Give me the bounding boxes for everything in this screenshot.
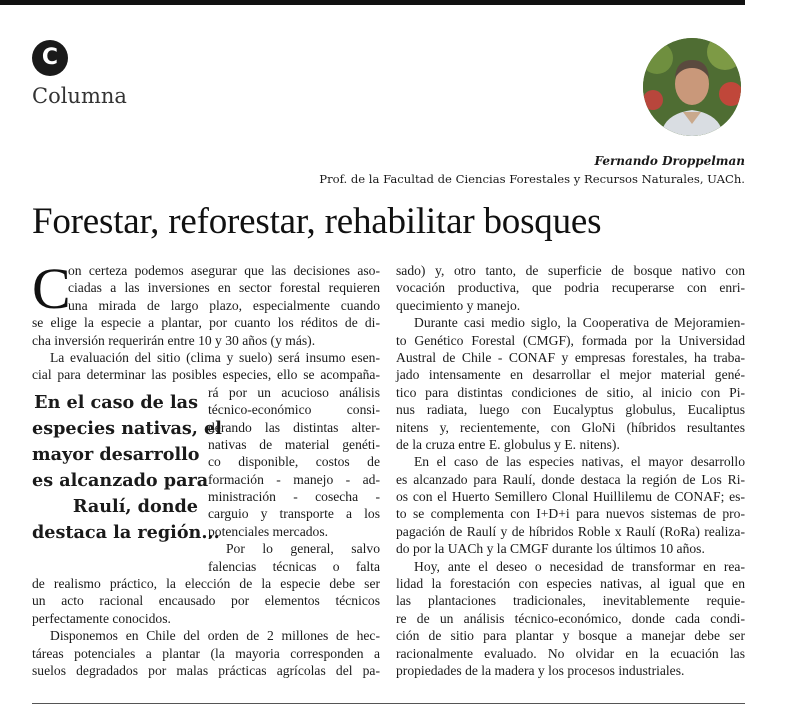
text-line: es alcanzado para Raulí, donde destaca la región de Los Ri-	[396, 471, 745, 487]
pull-quote-line: es alcanzado para	[32, 469, 209, 491]
left-column	[32, 256, 380, 679]
text-line: racionalmente evaluado. No olvidar en la ecuación las	[396, 645, 745, 661]
text-line: sado) y, otro tanto, de superficie de bosque nativo con	[396, 263, 745, 278]
text-line: to se complementa con I+D+i para nuevos sistemas de pro-	[396, 506, 745, 522]
text-line: lidad la forestación con especies nativas, al igual que en	[396, 576, 745, 592]
text-line: táreas potenciales a plantar (la mayoria corresponden a	[32, 645, 380, 661]
narrow-text	[208, 384, 380, 575]
text-line: ción de sitio para plantar y bosque a manejar debe ser	[396, 628, 745, 644]
text-line: La evaluación del sitio (clima y suelo) será insumo esen-	[50, 349, 380, 365]
opening-paragraph	[32, 256, 380, 321]
text-line: falencias técnicas o falta	[208, 558, 380, 574]
pull-quote-line: En el caso de las	[34, 391, 198, 413]
pull-quote-line: especies nativas, el	[32, 417, 222, 439]
text-line: ciadas a las inversiones en sector forestal requieren	[68, 280, 380, 296]
text-line: de la cruza entre E. globulus y E. nitens).	[396, 436, 620, 452]
text-line: on certeza podemos asegurar que las decisiones aso-	[68, 263, 380, 278]
drop-cap: C	[32, 256, 71, 321]
pull-quote	[32, 384, 222, 575]
text-line: formación - manejo - ad-	[208, 471, 380, 487]
bottom-rule	[32, 703, 745, 704]
text-line: os con el Huerto Semillero Clonal Huillilemu de CONAF; es-	[396, 489, 745, 505]
text-line: suelos degradados por malas prácticas agrícolas del pa-	[32, 662, 380, 678]
text-line: nativas de material genéti-	[208, 436, 380, 452]
text-line: cha inversión requerirán entre 10 y 30 años (y más).	[32, 332, 316, 348]
text-line: derando las distintas alter-	[208, 419, 380, 435]
pull-quote-line: mayor desarrollo	[32, 443, 200, 465]
top-rule	[0, 0, 745, 5]
text-line: En el caso de las especies nativas, el mayor desarrollo	[414, 454, 745, 470]
text-line: Por lo general, salvo	[226, 541, 380, 557]
author-role: Prof. de la Facultad de Ciencias Forestales y Recursos Naturales, UACh.	[319, 172, 745, 186]
right-column	[396, 262, 745, 679]
text-line: un acto racional encausado por elementos técnicos	[32, 593, 380, 609]
section-label: Columna	[32, 84, 127, 108]
text-line: quecimiento y manejo.	[396, 297, 521, 313]
text-line: rá por un acucioso análisis	[208, 384, 380, 400]
text-line: jado intensamente en desarrollar el mejor material gené-	[396, 367, 745, 383]
text-line: nitens y, recientemente, con GloNi (híbridos resultantes	[396, 419, 745, 435]
text-line: cial para determinar las posibles especies, ello se acompaña-	[32, 367, 380, 383]
text-line: co disponible, costos de	[208, 454, 380, 470]
text-line: ministración - cosecha -	[208, 489, 380, 505]
text-line: Austral de Chile - CONAF y empresas forestales, ha traba-	[396, 349, 745, 365]
text-line: nus radiata, luego con Eucalyptus globulus, Eucaliptus	[396, 402, 745, 418]
pull-quote-line: Raulí, donde	[72, 495, 198, 517]
text-line: Disponemos en Chile del orden de 2 millones de hec-	[50, 628, 380, 644]
text-line: las plantaciones tradicionales, inevitablemente requie-	[396, 593, 745, 609]
author-name: Fernando Droppelman	[594, 154, 745, 168]
text-line: carguio y transporte a los	[208, 506, 380, 522]
text-line: una mirada de largo plazo, especialmente cuando	[68, 297, 380, 313]
text-line: técnico-económico consi-	[208, 402, 380, 418]
text-line: vocación productiva, que podria recuperarse con enri-	[396, 280, 745, 296]
text-line: Hoy, ante el deseo o necesidad de transformar en rea-	[414, 558, 745, 574]
text-line: se elige la especie a plantar, por cuanto los réditos de di-	[32, 315, 380, 331]
pullquote-block	[32, 384, 380, 575]
author-photo	[643, 38, 741, 136]
headline: Forestar, reforestar, rehabilitar bosques	[32, 201, 602, 242]
text-line: re de un análisis técnico-económico, donde cada condi-	[396, 610, 745, 626]
text-line: to Genético Forestal (CMGF), formada por la Universidad	[396, 332, 745, 348]
text-line: Durante casi medio siglo, la Cooperativa de Mejoramien-	[414, 315, 745, 331]
text-line: propiedades de la madera y los procesos industriales.	[396, 662, 685, 678]
text-line: de realismo práctico, la elección de la especie debe ser	[32, 576, 380, 592]
text-line: do por la UACh y la CMGF durante los últimos 10 años.	[396, 541, 705, 557]
pull-quote-line: destaca la región...	[32, 521, 220, 543]
section-badge: C	[32, 40, 68, 76]
text-line: potenciales mercados.	[208, 523, 329, 539]
text-line: pagación de Raulí y de híbridos Roble x Raulí (RoRa) realiza-	[396, 523, 745, 539]
text-line: perfectamente conocidos.	[32, 610, 171, 626]
text-line: tico para distintas condiciones de sitio, al inicio con Pi-	[396, 384, 745, 400]
